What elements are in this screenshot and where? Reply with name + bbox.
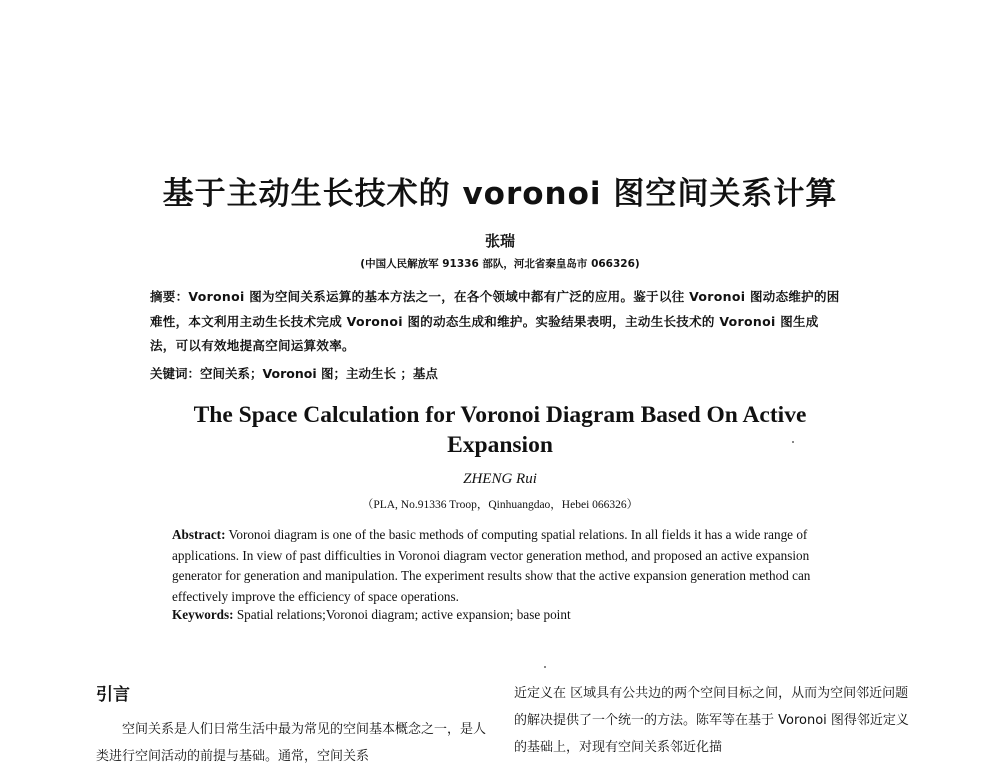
english-abstract-text: Voronoi diagram is one of the basic methods of computing spatial relations. In all fields it has a wide range of applications. In view of past difficulties in Voronoi diagram vector generation method, and proposed an active expansion generator for generation and manipulation. The experiment results show that the active expansion generation method can effectively improve the efficiency of space operations. <box>172 527 811 604</box>
english-affiliation: （PLA, No.91336 Troop，Qinhuangdao，Hebei 066326） <box>361 499 639 511</box>
body-left-column: 空间关系是人们日常生活中最为常见的空间基本概念之一，是人类进行空间活动的前提与基础。通常，空间关系 <box>96 722 487 764</box>
chinese-abstract-text: Voronoi 图为空间关系运算的基本方法之一，在各个领域中都有广泛的应用。鉴于以往 Voronoi 图动态维护的困难性，本文利用主动生长技术完成 Voronoi 图的动态生成和维护。实验结果表明，主动生长技术的 Voronoi 图生成法，可以有效地提高空间运算效率。 <box>150 289 840 353</box>
english-keywords <box>172 607 832 623</box>
chinese-affiliation: (中国人民解放军 91336 部队，河北省秦皇岛市 066326) <box>360 258 640 270</box>
chinese-keywords-label: 关键词： <box>150 366 201 381</box>
english-keywords-text: Spatial relations;Voronoi diagram; active expansion; base point <box>236 607 571 622</box>
english-author: ZHENG Rui <box>463 471 537 487</box>
english-title-line-1: The Space Calculation for Voronoi Diagram Based On Active <box>193 402 807 428</box>
chinese-abstract-label: 摘要： <box>150 289 189 304</box>
chinese-keywords-text: 空间关系；Voronoi 图；主动生长 ；基点 <box>200 366 438 381</box>
english-abstract-label: Abstract: <box>172 527 226 542</box>
chinese-keywords <box>150 364 840 382</box>
chinese-title: 基于主动生长技术的 voronoi 图空间关系计算 <box>162 176 838 212</box>
english-keywords-label: Keywords: <box>172 607 234 622</box>
english-abstract <box>172 525 832 607</box>
body-right-column: 近定义在 区域具有公共边的两个空间目标之间，从而为空间邻近问题的解决提供了一个统一的方法。陈军等在基于 Voronoi 图得邻近定义的基础上，对现有空间关系邻近化描 <box>514 686 909 755</box>
chinese-abstract <box>150 285 840 359</box>
scan-speck <box>544 666 546 668</box>
section-heading-introduction: 引言 <box>96 685 130 705</box>
scan-speck <box>792 441 794 443</box>
english-title <box>0 400 1000 460</box>
english-title-line-2: Expansion <box>447 432 553 458</box>
chinese-author: 张瑞 <box>484 232 515 250</box>
